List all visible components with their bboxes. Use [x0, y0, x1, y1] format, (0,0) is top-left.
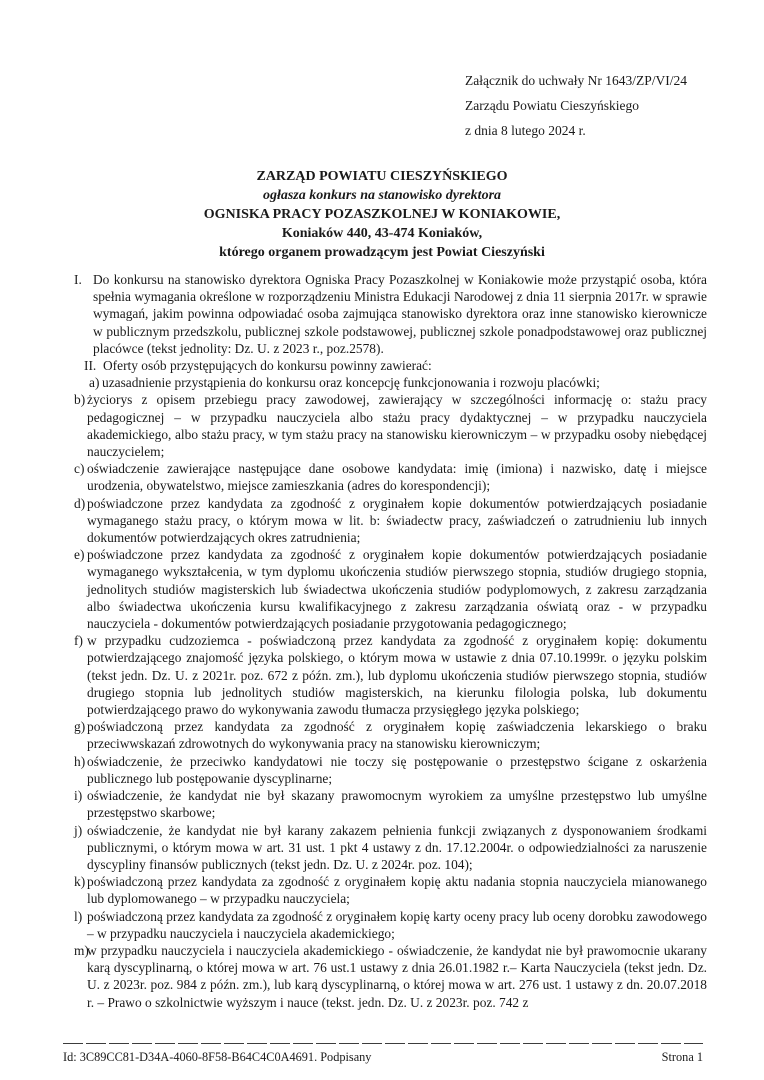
- list-item-d: [74, 495, 707, 547]
- list-item-text: poświadczone przez kandydata za zgodność z oryginałem kopie dokumentów potwierdzających posiadanie wymaganego wykształcenia, w tym dyplomu ukończenia studiów pierwszego stopnia, studiów drugiego stopnia, jednolitych studiów magisterskich lub świadectwa ukończenia studiów podyplomowych, z zakresu zarządzania albo świadectwa ukończenia kursu kwalifikacyjnego z zakresu zarządzania oświatą oraz - w przypadku nauczyciela - dokumentów potwierdzających posiadanie przygotowania pedagogicznego;: [87, 547, 707, 632]
- title-subtitle: ogłasza konkurs na stanowisko dyrektora: [262, 188, 502, 203]
- list-item-a: [74, 374, 707, 391]
- list-item-k: [74, 873, 707, 907]
- list-item-l: [74, 908, 707, 942]
- title-address: Koniaków 440, 43-474 Koniaków,: [281, 226, 483, 241]
- section-marker: II.: [84, 358, 97, 374]
- list-item-marker: j): [74, 822, 83, 838]
- attachment-reference-block: [465, 68, 687, 143]
- list-item-text: oświadczenie, że kandydat nie był skazany prawomocnym wyrokiem za umyślne przestępstwo lub umyślne przestępstwo skarbowe;: [87, 788, 707, 821]
- list-item-text: poświadczone przez kandydata za zgodność z oryginałem kopie dokumentów potwierdzających posiadanie wymaganego stażu pracy, o którym mowa w lit. b: świadectw pracy, zaświadczeń o zatrudnieniu lub innych dokumentów potwierdzających okres zatrudnienia;: [87, 495, 707, 546]
- list-item-marker: h): [74, 753, 86, 769]
- list-item-m: [74, 942, 707, 1011]
- footer-document-id: Id: 3C89CC81-D34A-4060-8F58-B64C4C0A4691. Podpisany: [63, 1050, 372, 1064]
- section-item-I: [74, 271, 707, 357]
- list-item-e: [74, 546, 707, 632]
- list-item-marker: d): [74, 495, 86, 511]
- list-item-j: [74, 822, 707, 874]
- section-item-II: [74, 357, 707, 374]
- list-item-text: poświadczoną przez kandydata za zgodność z oryginałem kopię karty oceny pracy lub oceny dorobku zawodowego – w przypadku nauczyciela i nauczyciela akademickiego;: [87, 908, 707, 941]
- list-item-text: życiorys z opisem przebiegu pracy zawodowej, zawierający w szczególności informację o: stażu pracy pedagogicznej – w przypadku nauczyciela albo stażu pracy dydaktycznej – w przypadku nauczyciela akademickiego, albo stażu pracy, w tym stażu pracy na stanowisku kierowniczym – w przypadku osoby niebędącej nauczycielem;: [87, 392, 707, 460]
- title-organization: ZARZĄD POWIATU CIESZYŃSKIEGO: [256, 169, 508, 184]
- list-item-marker: a): [89, 375, 100, 391]
- attachment-line-2: Zarządu Powiatu Cieszyńskiego: [465, 98, 639, 113]
- list-item-c: [74, 460, 707, 494]
- list-item-text: w przypadku nauczyciela i nauczyciela akademickiego - oświadczenie, że kandydat nie był prawomocnie ukarany karą dyscyplinarną, o której mowa w art. 76 ust.1 ustawy z dnia 26.01.1982 r.– Karta Nauczyciela (tekst jedn. Dz. U. z 2023r. poz. 984 z późn. zm.), lub karą dyscyplinarną, o której mowa w art. 276 ust. 1 ustawy z dn. 20.07.2018 r. – Prawo o szkolnictwie wyższym i nauce (tekst. jedn. Dz. U. z 2023r. poz. 742 z: [87, 942, 707, 1010]
- list-item-text: w przypadku cudzoziemca - poświadczoną przez kandydata za zgodność z oryginałem kopię: dokumentu potwierdzającego znajomość języka polskiego, o którym mowa w ustawie z dnia 07.10.1999r. o języku polskim (tekst jedn. Dz. U. z 2021r. poz. 672 z późn. zm.), lub dyplomu ukończenia studiów pierwszego stopnia, studiów drugiego stopnia lub jednolitych studiów magisterskich, na kierunku filologia polska, lub dokumentu potwierdzającego prawo do wykonywania zawodu tłumacza przysięgłego języka polskiego;: [87, 633, 707, 718]
- attachment-line-3: z dnia 8 lutego 2024 r.: [465, 123, 586, 138]
- section-text: Do konkursu na stanowisko dyrektora Ogniska Pracy Pozaszkolnej w Koniakowie może przystąpić osoba, która spełnia wymagania określone w rozporządzeniu Ministra Edukacji Narodowej z dnia 11 sierpnia 2017r. w sprawie wymagań, jakim powinna odpowiadać osoba zajmująca stanowisko dyrektora oraz inne stanowisko kierownicze w publicznym przedszkolu, publicznej szkole podstawowej, publicznej szkole ponadpodstawowej oraz publicznej placówce (tekst jednolity: Dz. U. z 2023 r., poz.2578).: [93, 272, 707, 356]
- list-item-i: [74, 787, 707, 821]
- list-item-marker: e): [74, 547, 85, 563]
- footer-page-number: Strona 1: [661, 1050, 703, 1064]
- list-item-marker: f): [74, 633, 83, 649]
- list-item-marker: c): [74, 461, 85, 477]
- list-item-text: poświadczoną przez kandydata za zgodność z oryginałem kopię aktu nadania stopnia nauczyciela mianowanego lub dyplomowanego – w przypadku nauczyciela;: [87, 874, 707, 907]
- list-item-b: [74, 391, 707, 460]
- list-item-text: oświadczenie zawierające następujące dane osobowe kandydata: imię (imiona) i nazwisko, datę i miejsce urodzenia, obywatelstwo, miejsce zamieszkania (adres do korespondencji);: [87, 461, 707, 494]
- list-item-h: [74, 753, 707, 787]
- list-item-g: [74, 718, 707, 752]
- list-item-text: oświadczenie, że przeciwko kandydatowi nie toczy się postępowanie o przestępstwo ścigane z oskarżenia publicznego lub postępowanie dyscyplinarne;: [87, 753, 707, 786]
- title-institution: OGNISKA PRACY POZASZKOLNEJ W KONIAKOWIE,: [203, 207, 561, 222]
- section-marker: I.: [74, 272, 82, 287]
- list-item-marker: i): [74, 788, 83, 804]
- list-item-text: uzasadnienie przystąpienia do konkursu oraz koncepcję funkcjonowania i rozwoju placówki;: [102, 375, 600, 391]
- list-item-marker: b): [74, 392, 86, 408]
- title-authority: którego organem prowadzącym jest Powiat Cieszyński: [219, 245, 545, 260]
- title-block: [0, 167, 764, 262]
- list-item-marker: l): [74, 908, 83, 924]
- list-item-f: [74, 632, 707, 718]
- list-item-marker: g): [74, 719, 86, 735]
- list-item-text: poświadczoną przez kandydata za zgodność z oryginałem kopię zaświadczenia lekarskiego o braku przeciwwskazań zdrowotnych do wykonywania pracy na stanowisku kierowniczym;: [87, 719, 707, 752]
- list-item-marker: k): [74, 874, 86, 890]
- attachment-line-1: Załącznik do uchwały Nr 1643/ZP/VI/24: [465, 73, 687, 88]
- footer-divider: [63, 1043, 703, 1044]
- page-footer: [63, 1043, 703, 1065]
- list-item-text: oświadczenie, że kandydat nie był karany zakazem pełnienia funkcji związanych z dysponowaniem środkami publicznymi, o którym mowa w art. 31 ust. 1 pkt 4 ustawy z dn. 17.12.2004r. o odpowiedzialności za naruszenie dyscypliny finansów publicznych (tekst jedn. Dz. U. z 2024r. poz. 104);: [87, 822, 707, 872]
- document-body: [74, 271, 707, 1011]
- list-item-marker: m): [74, 942, 89, 958]
- section-text: Oferty osób przystępujących do konkursu powinny zawierać:: [103, 358, 432, 374]
